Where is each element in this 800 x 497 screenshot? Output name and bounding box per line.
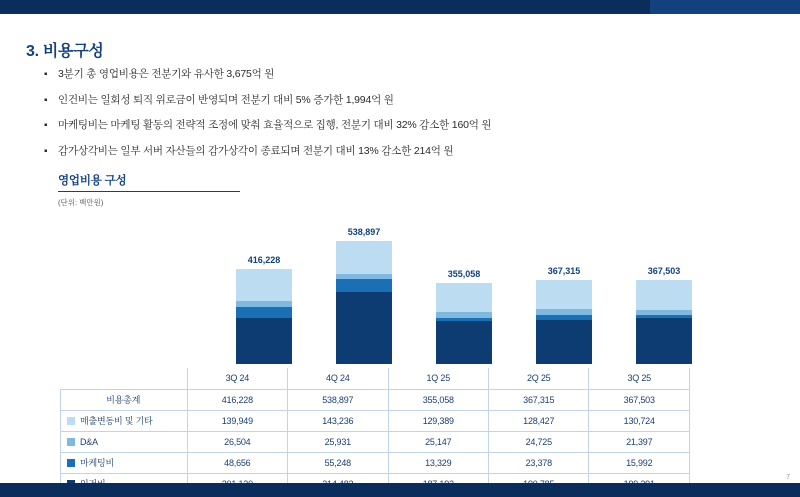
bar-segment	[536, 320, 592, 364]
bar-column	[436, 214, 492, 364]
table-cell: 23,378	[489, 452, 589, 473]
bar-segment	[436, 321, 492, 364]
table-row	[61, 410, 690, 431]
table-cell: 416,228	[187, 389, 287, 410]
table-cell: 13,329	[388, 452, 488, 473]
bullet-list	[44, 68, 764, 171]
table-cell: 25,931	[288, 431, 388, 452]
bar-segment	[536, 280, 592, 309]
bullet-marker-icon: ▪	[44, 94, 48, 106]
bullet-text: 인건비는 일회성 퇴직 위로금이 반영되며 전분기 대비 5% 증가한 1,994억 원	[58, 93, 394, 106]
table-cell: 48,656	[187, 452, 287, 473]
column-header: 3Q 25	[589, 368, 690, 389]
list-item	[44, 68, 764, 82]
bar-column	[536, 214, 592, 364]
bar-stack	[636, 280, 692, 364]
table-header-row	[61, 368, 690, 389]
list-item	[44, 145, 764, 159]
table-cell: 25,147	[388, 431, 488, 452]
page-number: 7	[786, 474, 790, 481]
table-cell: 26,504	[187, 431, 287, 452]
bar-segment	[236, 318, 292, 364]
top-bar-accent	[650, 0, 800, 14]
bar-segment	[636, 318, 692, 364]
bar-stack	[336, 241, 392, 364]
list-item	[44, 119, 764, 133]
table-cell: 21,397	[589, 431, 690, 452]
table-cell: 538,897	[288, 389, 388, 410]
bullet-marker-icon: ▪	[44, 69, 48, 80]
bottom-decorative-bar	[0, 483, 800, 497]
legend-row-label	[61, 410, 188, 431]
table-cell: 130,724	[589, 410, 690, 431]
legend-label: D&A	[80, 436, 98, 447]
table-cell: 129,389	[388, 410, 488, 431]
table-cell: 355,058	[388, 389, 488, 410]
legend-label: 마케팅비	[80, 458, 114, 468]
bullet-text: 3분기 총 영업비용은 전분기와 유사한 3,675억 원	[58, 68, 275, 80]
legend-swatch-icon	[67, 438, 75, 446]
top-decorative-bar	[0, 0, 800, 14]
table-cell: 15,992	[589, 452, 690, 473]
bar-stack	[236, 269, 292, 364]
column-header: 4Q 24	[288, 368, 388, 389]
bar-value-label: 538,897	[347, 226, 381, 237]
bar-stack	[436, 283, 492, 364]
table-row	[61, 389, 690, 410]
bar-segment	[236, 269, 292, 301]
bar-segment	[336, 241, 392, 274]
bar-column	[636, 214, 692, 364]
bar-segment	[336, 279, 392, 292]
legend-label: 매출변동비 및 기타	[80, 416, 153, 426]
legend-row-label	[61, 452, 188, 473]
table-cell: 128,427	[489, 410, 589, 431]
chart-title: 영업비용 구성	[58, 172, 240, 192]
bar-segment	[436, 283, 492, 313]
bar-value-label: 367,503	[647, 266, 681, 276]
table-cell: 139,949	[187, 410, 287, 431]
table-row	[61, 452, 690, 473]
page-title: 3. 비용구성	[26, 43, 104, 60]
data-table	[60, 368, 690, 495]
bar-value-label: 416,228	[247, 254, 281, 265]
legend-swatch-icon	[67, 459, 75, 467]
table-cell: 55,248	[288, 452, 388, 473]
bar-column	[336, 214, 392, 364]
column-header: 3Q 24	[187, 368, 287, 389]
bullet-text: 감가상각비는 일부 서버 자산들의 감가상각이 종료되며 전분기 대비 13% 감소한 214억 원	[58, 144, 454, 157]
bar-segment	[636, 280, 692, 310]
bullet-marker-icon: ▪	[44, 120, 48, 132]
table-corner-cell	[61, 368, 188, 389]
table-cell: 367,503	[589, 389, 690, 410]
legend-swatch-icon	[67, 417, 75, 425]
bullet-text: 마케팅비는 마케팅 활동의 전략적 조정에 맞춰 효율적으로 집행, 전분기 대비 32% 감소한 160억 원	[58, 119, 492, 132]
table-cell: 143,236	[288, 410, 388, 431]
bar-segment	[336, 292, 392, 364]
table-row	[61, 431, 690, 452]
column-header: 2Q 25	[489, 368, 589, 389]
bar-column	[236, 214, 292, 364]
bar-stack	[536, 280, 592, 364]
column-header: 1Q 25	[388, 368, 488, 389]
stacked-bar-plot	[66, 214, 686, 364]
bar-segment	[236, 307, 292, 318]
legend-row-label	[61, 431, 188, 452]
table-cell: 24,725	[489, 431, 589, 452]
list-item	[44, 94, 764, 108]
bullet-marker-icon: ▪	[44, 145, 48, 157]
chart-unit-note: (단위: 백만원)	[58, 198, 104, 207]
bar-value-label: 367,315	[547, 266, 581, 277]
row-label: 비용총계	[61, 389, 188, 410]
bar-value-label: 355,058	[447, 268, 481, 279]
chart-container	[58, 172, 748, 495]
table-cell: 367,315	[489, 389, 589, 410]
